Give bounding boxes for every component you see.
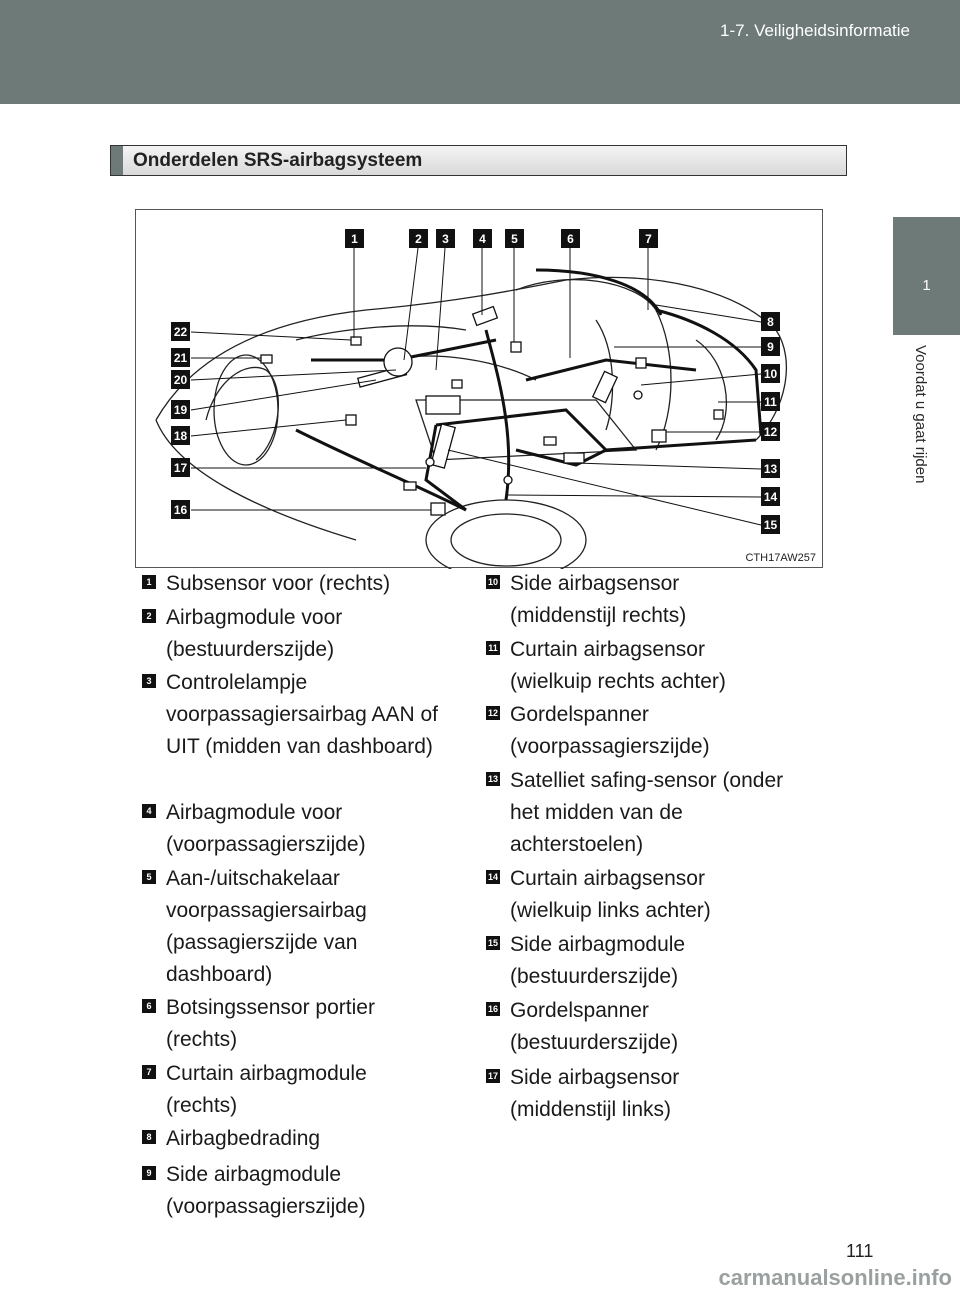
item-number-badge: 11 <box>486 641 500 655</box>
item-number-badge: 3 <box>142 674 156 688</box>
chapter-title: Voordat u gaat rijden <box>912 345 929 484</box>
item-text: Controlelampje voorpassagiersairbag AAN of UIT (midden van dashboard) <box>166 671 438 758</box>
list-item <box>142 1123 442 1155</box>
list-item <box>142 797 442 861</box>
callout-7: 7 <box>639 229 658 248</box>
callout-2: 2 <box>409 229 428 248</box>
callout-10: 10 <box>761 364 780 383</box>
page-number: 111 <box>846 1241 874 1261</box>
item-number-badge: 9 <box>142 1166 156 1180</box>
chapter-number: 1 <box>922 277 931 294</box>
item-text: Airbagmodule voor (voorpassagierszijde) <box>166 801 366 856</box>
callout-12: 12 <box>761 422 780 441</box>
item-text: Satelliet safing-sensor (onder het midden van de achterstoelen) <box>510 769 784 856</box>
item-number-badge: 8 <box>142 1130 156 1144</box>
watermark: carmanualsonline.info <box>718 1265 952 1290</box>
item-text: Airbagmodule voor (bestuurderszijde) <box>166 606 343 661</box>
list-item <box>142 602 442 666</box>
callout-5: 5 <box>505 229 524 248</box>
section-title: 1-7. Veiligheidsinformatie <box>720 21 910 40</box>
item-text: Curtain airbagmodule (rechts) <box>166 1062 367 1117</box>
item-number-badge: 12 <box>487 708 498 718</box>
callout-1: 1 <box>345 229 364 248</box>
item-text: Airbagbedrading <box>166 1127 321 1150</box>
item-text: Side airbagmodule (bestuurderszijde) <box>510 933 686 988</box>
list-item <box>486 699 786 763</box>
item-number-badge: 6 <box>142 999 156 1013</box>
item-number-badge: 16 <box>487 1004 498 1014</box>
callout-16: 16 <box>171 500 190 519</box>
callout-8: 8 <box>761 312 780 331</box>
item-text: Curtain airbagsensor (wielkuip links achter) <box>510 867 711 922</box>
airbag-diagram <box>135 209 823 568</box>
item-number-badge: 1 <box>142 575 156 589</box>
callout-13: 13 <box>761 459 780 478</box>
heading-accent-bar <box>111 146 123 175</box>
item-number-badge: 15 <box>487 938 498 948</box>
callout-17: 17 <box>171 458 190 477</box>
item-number-badge: 5 <box>142 870 156 884</box>
list-item <box>486 863 786 927</box>
list-item <box>142 863 442 991</box>
list-item <box>486 929 786 993</box>
callout-21: 21 <box>171 348 190 367</box>
callout-14: 14 <box>761 487 780 506</box>
chapter-tab <box>893 217 960 335</box>
list-item <box>486 634 786 698</box>
list-item <box>486 568 786 632</box>
list-item <box>142 568 442 600</box>
list-item <box>142 992 442 1056</box>
item-text: Aan-/uitschakelaar voorpassagiersairbag (passagierszijde van dashboard) <box>166 867 367 986</box>
callout-6: 6 <box>561 229 580 248</box>
item-text: Side airbagmodule (voorpassagierszijde) <box>166 1163 366 1218</box>
item-number-badge: 17 <box>487 1071 498 1081</box>
callout-15: 15 <box>761 515 780 534</box>
callout-4: 4 <box>473 229 492 248</box>
section-heading <box>110 145 847 176</box>
figure-code: CTH17AW257 <box>745 552 816 564</box>
list-item <box>486 995 786 1059</box>
callout-3: 3 <box>436 229 455 248</box>
item-number-badge: 10 <box>487 577 498 587</box>
heading-text: Onderdelen SRS-airbagsysteem <box>133 150 423 171</box>
item-number-badge: 14 <box>487 872 498 882</box>
item-text: Gordelspanner (voorpassagierszijde) <box>510 703 710 758</box>
item-text: Curtain airbagsensor (wielkuip rechts achter) <box>510 638 726 693</box>
item-number-badge: 13 <box>487 774 498 784</box>
item-text: Side airbagsensor (middenstijl links) <box>510 1066 680 1121</box>
list-item <box>486 765 786 861</box>
item-text: Botsingssensor portier (rechts) <box>166 996 375 1051</box>
callout-11: 11 <box>761 392 780 411</box>
item-number-badge: 7 <box>142 1065 156 1079</box>
list-item <box>142 1058 442 1122</box>
list-item <box>142 667 442 763</box>
list-item <box>486 1062 786 1126</box>
page-header-bar <box>0 0 960 104</box>
callout-18: 18 <box>171 426 190 445</box>
callout-20: 20 <box>171 370 190 389</box>
item-number-badge: 4 <box>142 804 156 818</box>
item-text: Gordelspanner (bestuurderszijde) <box>510 999 679 1054</box>
callout-9: 9 <box>761 337 780 356</box>
callout-19: 19 <box>171 400 190 419</box>
item-text: Subsensor voor (rechts) <box>166 572 391 595</box>
car-outline-illustration <box>136 210 824 569</box>
list-item <box>142 1159 442 1223</box>
item-text: Side airbagsensor (middenstijl rechts) <box>510 572 687 627</box>
item-number-badge: 2 <box>142 609 156 623</box>
callout-22: 22 <box>171 322 190 341</box>
